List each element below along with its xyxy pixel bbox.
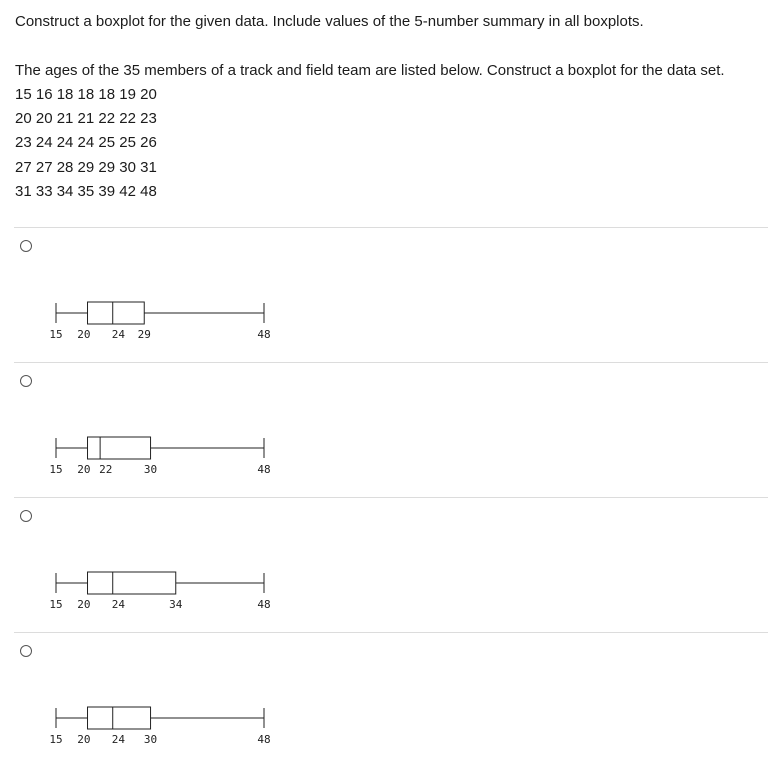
question-instruction: Construct a boxplot for the given data. Include values of the 5-number summary in all boxplots.: [15, 13, 644, 30]
label-median: 24: [111, 733, 125, 746]
data-row: 20 20 21 21 22 22 23: [15, 110, 157, 128]
label-q3: 29: [137, 328, 151, 341]
radio-button-d[interactable]: [20, 645, 32, 657]
label-max: 48: [257, 463, 271, 476]
label-max: 48: [257, 598, 271, 611]
answer-option-b[interactable]: [14, 362, 768, 498]
data-row: 27 27 28 29 29 30 31: [15, 158, 157, 176]
label-q1: 20: [77, 463, 91, 476]
data-row: 31 33 34 35 39 42 48: [15, 182, 157, 200]
label-max: 48: [257, 733, 271, 746]
label-q1: 20: [77, 328, 91, 341]
box-iqr: [88, 302, 145, 324]
label-q3: 30: [143, 463, 158, 476]
label-q1: 20: [77, 598, 91, 611]
data-row: 23 24 24 24 25 25 26: [15, 134, 157, 152]
boxplot-c: [44, 562, 284, 622]
data-row: 15 16 18 18 18 19 20: [15, 86, 157, 103]
boxplot-a: [44, 292, 284, 352]
answer-option-d[interactable]: [14, 632, 768, 768]
label-q3: 30: [143, 733, 158, 746]
label-max: 48: [257, 328, 271, 341]
data-set: [15, 85, 157, 206]
label-min: 15: [49, 463, 63, 476]
label-min: 15: [49, 733, 63, 746]
label-median: 24: [111, 328, 125, 341]
radio-button-b[interactable]: [20, 375, 32, 387]
answer-option-a[interactable]: [14, 227, 768, 363]
box-iqr: [88, 707, 151, 729]
label-q1: 20: [77, 733, 91, 746]
label-q3: 34: [169, 598, 183, 611]
label-min: 15: [49, 598, 63, 611]
label-median: 22: [99, 463, 113, 476]
label-median: 24: [111, 598, 125, 611]
box-iqr: [88, 437, 151, 459]
radio-button-a[interactable]: [20, 240, 32, 252]
question-context: The ages of the 35 members of a track and field team are listed below. Construct a boxplot for the data set.: [15, 62, 725, 79]
answer-option-c[interactable]: [14, 497, 768, 633]
boxplot-d: [44, 697, 284, 757]
box-iqr: [88, 572, 176, 594]
radio-button-c[interactable]: [20, 510, 32, 522]
boxplot-b: [44, 427, 284, 487]
label-min: 15: [49, 328, 63, 341]
